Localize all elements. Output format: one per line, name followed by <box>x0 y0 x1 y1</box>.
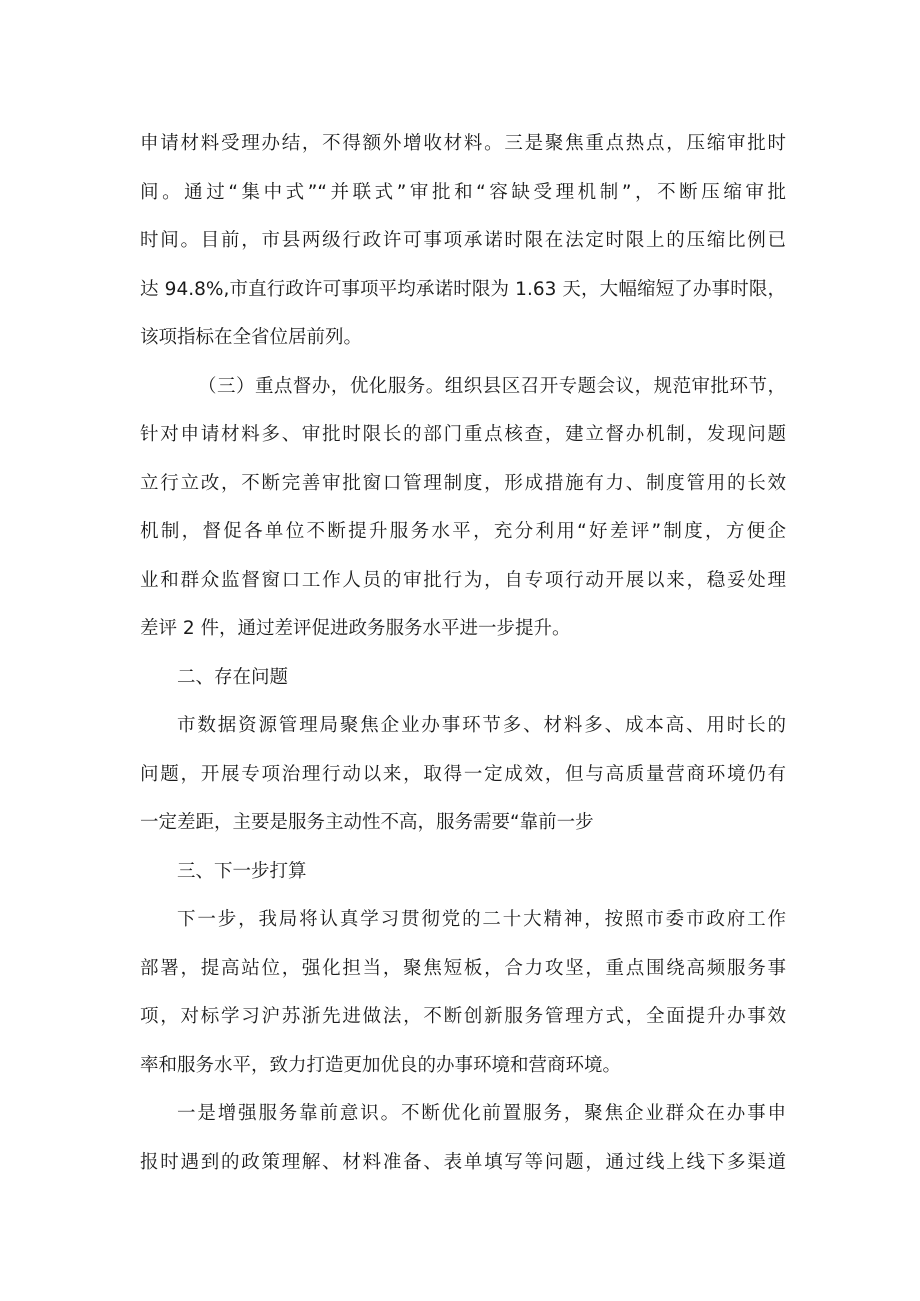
text-line: 率和服务水平，致力打造更加优良的办事环境和营商环境。 <box>140 1054 622 1076</box>
paragraph-approval-time <box>140 120 786 363</box>
text-line: 业和群众监督窗口工作人员的审批行为，自专项行动开展以来，稳妥处理 <box>140 569 786 591</box>
section-heading-problems <box>140 654 786 703</box>
text-line: 市数据资源管理局聚焦企业办事环节多、材料多、成本高、用时长的 <box>177 715 786 736</box>
paragraph-next-steps <box>140 896 786 1090</box>
section-heading: 三、下一步打算 <box>177 860 307 882</box>
text-line: 一定差距，主要是服务主动性不高，服务需要“靠前一步 <box>140 812 594 833</box>
text-line: （三）重点督办，优化服务。组织县区召开专题会议，规范审批环节， <box>198 375 786 397</box>
text-line: 一是增强服务靠前意识。不断优化前置服务，聚焦企业群众在办事申 <box>177 1103 786 1124</box>
text-line: 报时遇到的政策理解、材料准备、表单填写等问题，通过线上线下多渠道 <box>140 1151 786 1173</box>
section-heading-next-steps <box>140 848 786 897</box>
text-line: 项，对标学习沪苏浙先进做法，不断创新服务管理方式，全面提升办事效 <box>140 1006 786 1027</box>
text-line: 下一步，我局将认真学习贯彻党的二十大精神，按照市委市政府工作 <box>177 909 786 930</box>
paragraph-problems <box>140 702 786 848</box>
text-line: 立行立改，不断完善审批窗口管理制度，形成措施有力、制度管用的长效 <box>140 472 786 494</box>
text-line: 机制，督促各单位不断提升服务水平，充分利用“好差评”制度，方便企 <box>140 521 786 542</box>
text-line: 时间。目前，市县两级行政许可事项承诺时限在法定时限上的压缩比例已 <box>140 230 786 251</box>
paragraph-service-awareness <box>140 1090 786 1187</box>
document-body <box>140 120 786 1187</box>
section-heading: 二、存在问题 <box>177 666 289 688</box>
text-line: 部署，提高站位，强化担当，聚焦短板，合力攻坚，重点围绕高频服务事 <box>140 957 786 979</box>
text-line: 间。通过“集中式”“并联式”审批和“容缺受理机制”，不断压缩审批 <box>140 181 786 203</box>
text-line: 该项指标在全省位居前列。 <box>140 327 363 348</box>
paragraph-supervision <box>140 363 786 654</box>
text-line: 针对申请材料多、审批时限长的部门重点核查，建立督办机制，发现问题 <box>140 424 786 445</box>
text-line: 问题，开展专项治理行动以来，取得一定成效，但与高质量营商环境仍有 <box>140 763 786 785</box>
text-line: 差评 2 件，通过差评促进政务服务水平进一步提升。 <box>140 618 571 639</box>
text-line: 申请材料受理办结，不得额外增收材料。三是聚焦重点热点，压缩审批时 <box>140 133 786 154</box>
text-line: 达 94.8%,市直行政许可事项平均承诺时限为 1.63 天，大幅缩短了办事时限， <box>140 278 786 300</box>
